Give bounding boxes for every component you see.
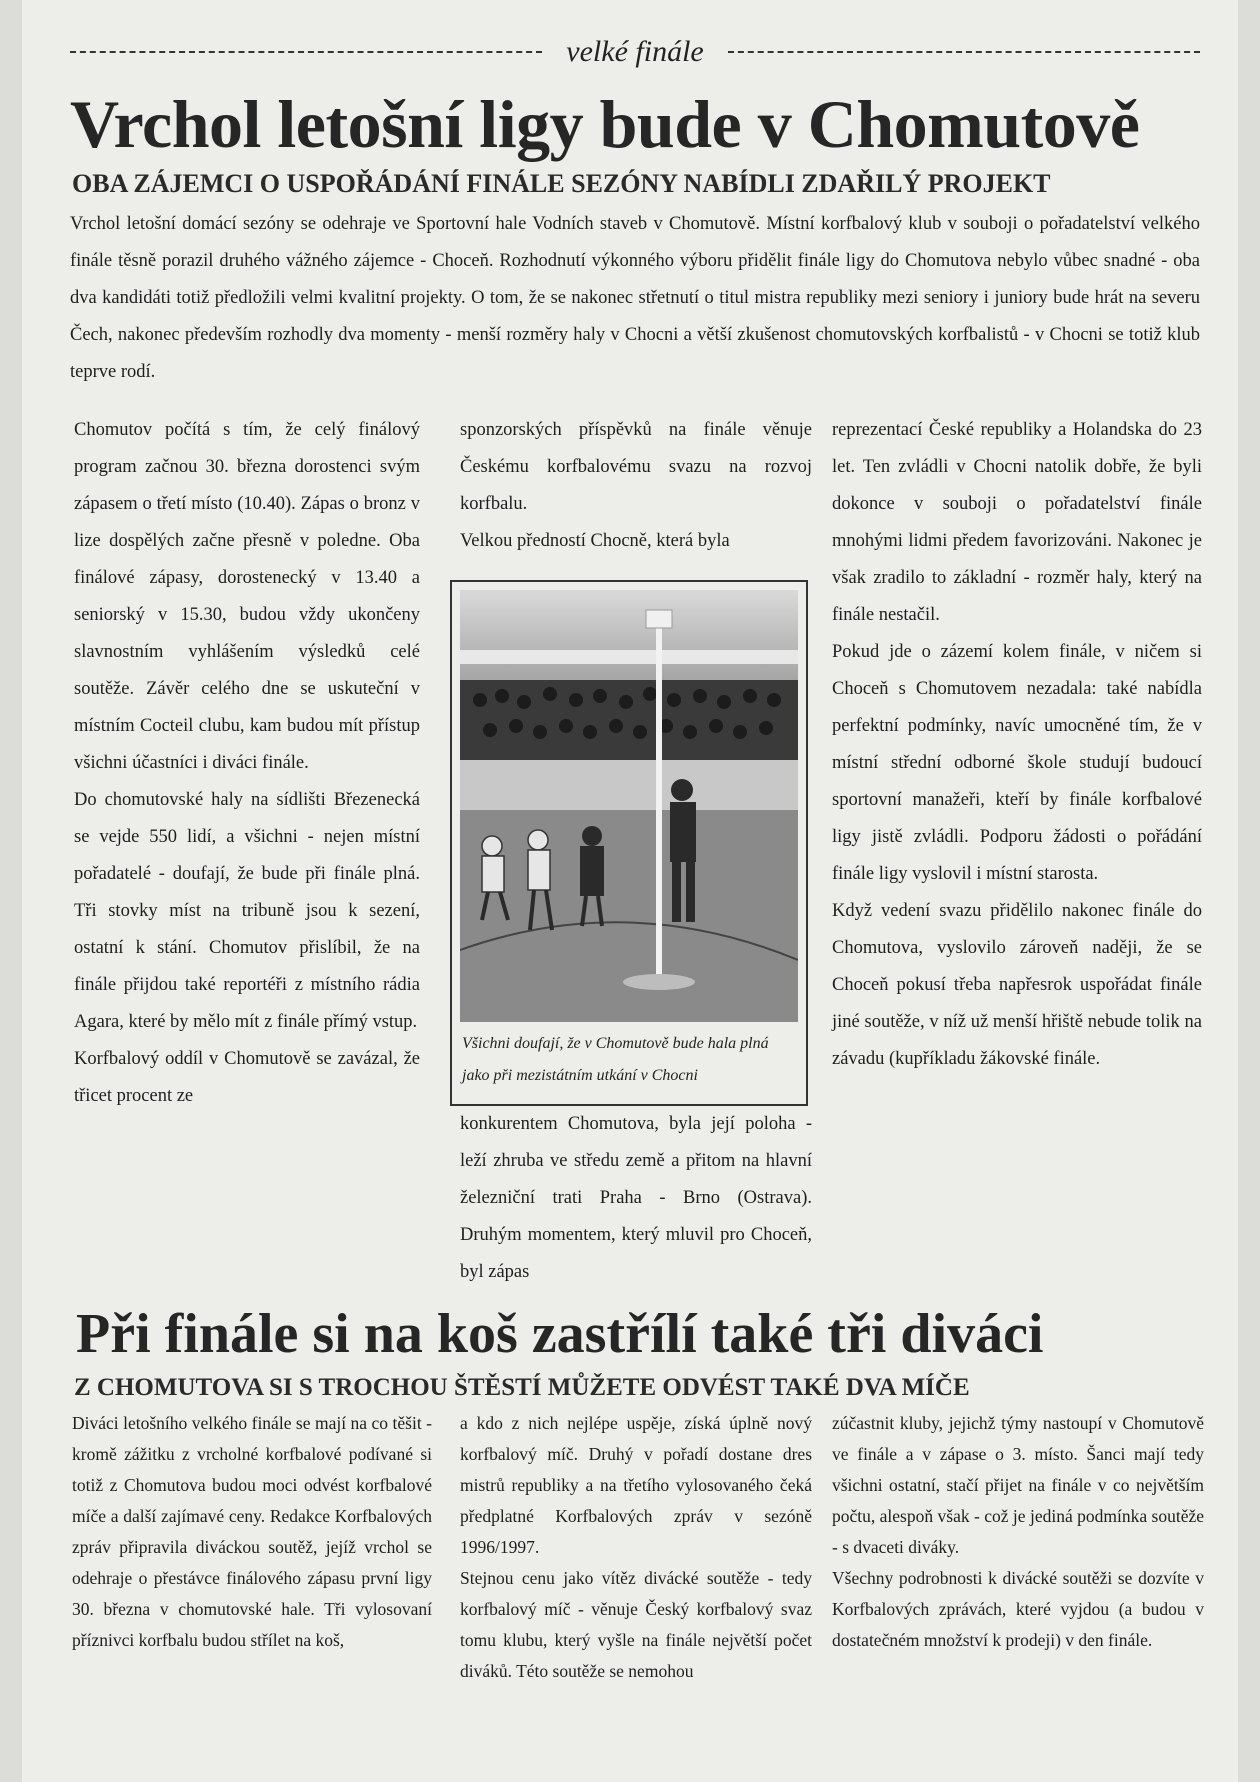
article1-lead: Vrchol letošní domácí sezóny se odehraje ve Sportovní hale Vodních staveb v Chomutově. Místní korfbalový klub v souboji o pořadatelství velkého finále těsně porazil druhého vážného zájemce - Choceň. Rozhodnutí výkonného výboru přidělit finále ligy do Chomutova nebylo vůbec snadné - oba dva kandidáti totiž předložili velmi kvalitní projekty. O tom, že se nakonec střetnutí o titul mistra republiky mezi seniory i juniory bude hrát na severu Čech, nakonec především rozhodly dva momenty - menší rozměry haly v Chocni a větší zkušenost chomutovských korfbalistů - v Chocni se totiž klub teprve rodí.	[70, 214, 1200, 382]
photo-frame	[450, 580, 808, 1106]
article1-headline: Vrchol letošní ligy bude v Chomutově	[70, 86, 1140, 162]
photo-caption: Všichni doufají, že v Chomutově bude hala plná jako při mezistátním utkání v Chocni	[462, 1035, 769, 1084]
kicker-rule-left	[70, 51, 542, 53]
article1-column-2-top	[460, 412, 812, 560]
article2-headline: Při finále si na koš zastřílí také tři diváci	[76, 1303, 1044, 1365]
paragraph: sponzorských příspěvků na finále věnuje Českému korfbalovému svazu na rozvoj korfbalu.	[460, 420, 812, 514]
paragraph: Velkou předností Chocně, která byla	[460, 531, 730, 551]
photo-image	[460, 590, 798, 1022]
article2-column-2	[460, 1408, 812, 1687]
article2-column-3	[832, 1408, 1204, 1656]
article2-column-1	[72, 1408, 432, 1656]
article1-column-1	[74, 412, 420, 1115]
paragraph: zúčastnit kluby, jejichž týmy nastoupí v Chomutově ve finále a v zápase o 3. místo. Šanci mají tedy všichni ostatní, stačí přijet na finále v co největším počtu, alespoň však - což je jediná podmínka soutěže - s dvaceti diváky.	[832, 1413, 1204, 1557]
section-label: velké finále	[566, 35, 704, 68]
paragraph: Stejnou cenu jako vítěz divácké soutěže - tedy korfbalový míč - věnuje Český korfbalový svaz tomu klubu, který vyšle na finále největší počet diváků. Této soutěže se nemohou	[460, 1568, 812, 1681]
paragraph: Pokud jde o zázemí kolem finále, v ničem si Choceň s Chomutovem nezadala: také nabídla perfektní podmínky, navíc umocněné tím, že v místní střední odborné škole studují budoucí sportovní manažeři, kteří by finále korfbalové ligy jistě zvládli. Podporu žádosti o pořádání finále ligy vyslovil i místní starosta.	[832, 642, 1202, 884]
article2-subheadline: Z CHOMUTOVA SI S TROCHOU ŠTĚSTÍ MŮŽETE ODVÉST TAKÉ DVA MÍČE	[74, 1374, 970, 1401]
article1-subheadline: OBA ZÁJEMCI O USPOŘÁDÁNÍ FINÁLE SEZÓNY NABÍDLI ZDAŘILÝ PROJEKT	[72, 169, 1051, 198]
kicker-rule-right	[728, 51, 1200, 53]
paragraph: konkurentem Chomutova, byla její poloha - leží zhruba ve středu země a přitom na hlavní železniční trati Praha - Brno (Ostrava). Druhým momentem, který mluvil pro Choceň, byl zápas	[460, 1114, 812, 1282]
paragraph: reprezentací České republiky a Holandska do 23 let. Ten zvládli v Chocni natolik dobře, že byli dokonce v souboji o pořadatelství finále mnohými lidmi předem favorizováni. Nakonec je však zradilo to základní - rozměr haly, který na finále nestačil.	[832, 420, 1202, 625]
paragraph: Do chomutovské haly na sídlišti Březenecká se vejde 550 lidí, a všichni - nejen místní pořadatelé - doufají, že bude při finále plná. Tři stovky míst na tribuně jsou k sezení, ostatní k stání. Chomutov přislíbil, že na finále přijdou také reportéři z místního rádia Agara, které by mělo mít z finále přímý vstup.	[74, 790, 420, 1032]
korfball-match-photo	[460, 590, 798, 1022]
newspaper-page	[22, 0, 1238, 1782]
article1-column-3	[832, 412, 1202, 1078]
paragraph: Když vedení svazu přidělilo nakonec finále do Chomutova, vyslovilo zároveň naději, že se Choceň pokusí třeba napřesrok uspořádat finále jiné soutěže, v níž už menší hřiště nebude tolik na závadu (kupříkladu žákovské finále.	[832, 901, 1202, 1069]
section-kicker	[70, 30, 1200, 74]
article1-column-2-bottom	[460, 1106, 812, 1291]
paragraph: Diváci letošního velkého finále se mají na co těšit - kromě zážitku z vrcholné korfbalové podívané si totiž z Chomutova budou moci odvést korfbalové míče a další zajímavé ceny. Redakce Korfbalových zpráv připravila diváckou soutěž, jejíž vrchol se odehraje o přestávce finálového zápasu první ligy 30. března v chomutovské hale. Tři vylosovaní příznivci korfbalu budou střílet na koš,	[72, 1413, 432, 1650]
paragraph: Chomutov počítá s tím, že celý finálový program začnou 30. března dorostenci svým zápasem o třetí místo (10.40). Zápas o bronz v lize dospělých začne přesně v poledne. Oba finálové zápasy, dorostenecký v 13.40 a seniorský v 15.30, budou vždy ukončeny slavnostním vyhlášením výsledků celé soutěže. Závěr celého dne se uskuteční v místním Cocteil clubu, kam budou mít přístup všichni účastníci i diváci finále.	[74, 420, 420, 773]
paragraph: Všechny podrobnosti k divácké soutěži se dozvíte v Korfbalových zprávách, které vyjdou (a budou v dostatečném množství k prodeji) v den finále.	[832, 1568, 1204, 1650]
paragraph: Korfbalový oddíl v Chomutově se zavázal, že třicet procent ze	[74, 1049, 420, 1106]
paragraph: a kdo z nich nejlépe uspěje, získá úplně nový korfbalový míč. Druhý v pořadí dostane dres mistrů republiky a na třetího vylosovaného čeká předplatné Korfbalových zpráv v sezóně 1996/1997.	[460, 1413, 812, 1557]
